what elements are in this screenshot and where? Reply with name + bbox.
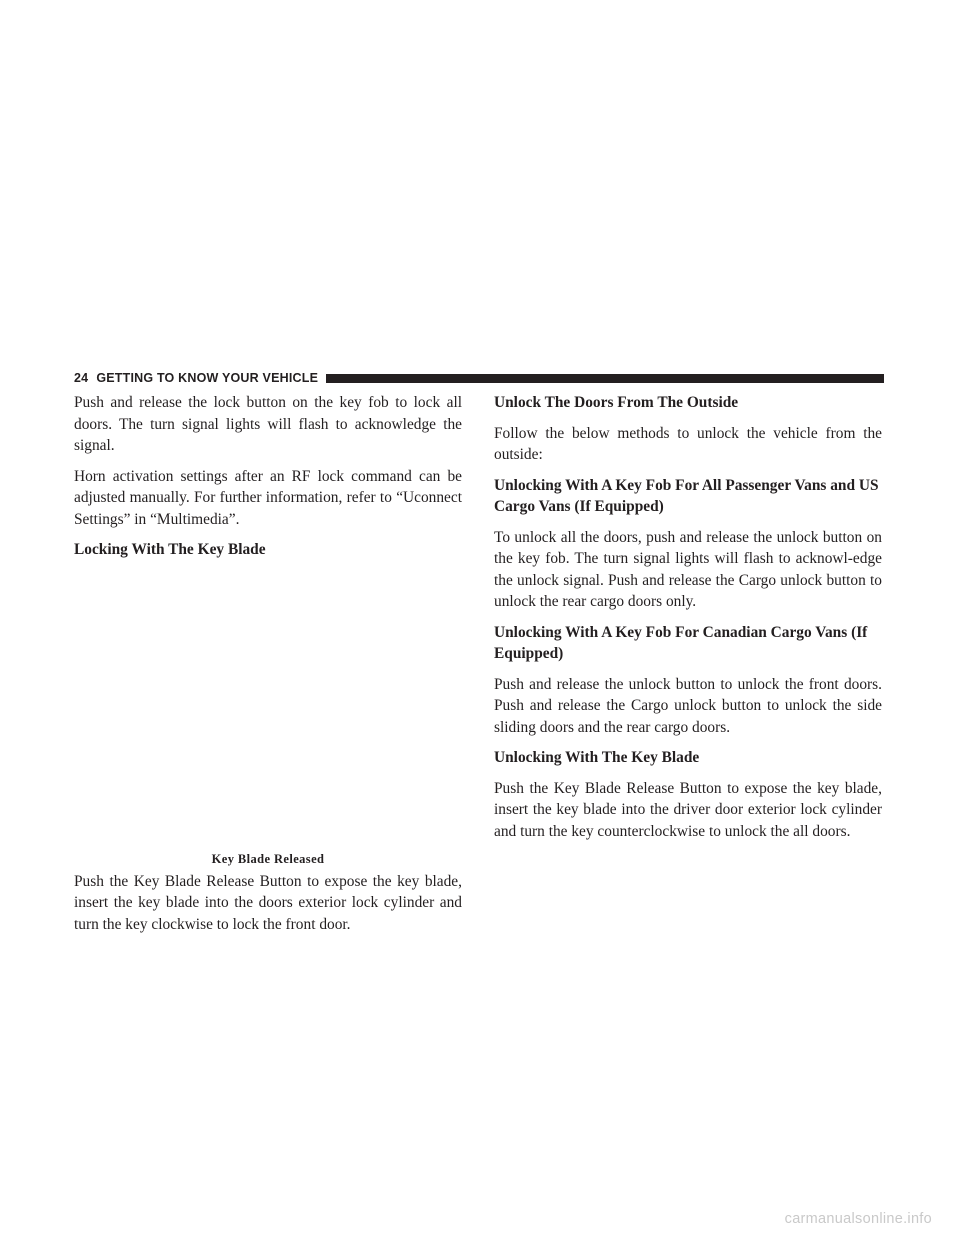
figure-key-blade	[74, 567, 462, 867]
paragraph-horn-settings: Horn activation settings after an RF lock command can be adjusted manually. For further information, refer to “Uconnect Settings” in “Multimedia”.	[74, 467, 462, 528]
page-header	[74, 370, 884, 386]
paragraph-unlock-key-blade: Push the Key Blade Release Button to expose the key blade, insert the key blade into the driver door exterior lock cylinder and turn the key counterclockwise to unlock the all doors.	[494, 779, 882, 840]
page-number: 24	[74, 371, 89, 385]
watermark: carmanualsonline.info	[784, 1211, 932, 1227]
paragraph-unlock-fob-passenger: To unlock all the doors, push and release the unlock button on the key fob. The turn signal lights will flash to acknowl-edge the unlock signal. Push and release the Cargo unlock button to unlock the rear cargo doors only.	[494, 528, 882, 610]
left-column	[74, 392, 462, 935]
heading-unlock-fob-canadian: Unlocking With A Key Fob For Canadian Cargo Vans (If Equipped)	[494, 623, 868, 662]
heading-unlock-outside: Unlock The Doors From The Outside	[494, 394, 739, 411]
right-column	[494, 392, 882, 842]
paragraph-unlock-fob-canadian: Push and release the unlock button to unlock the front doors. Push and release the Cargo unlock button to unlock the side sliding doors and the rear cargo doors.	[494, 675, 882, 736]
paragraph-lock-fob: Push and release the lock button on the key fob to lock all doors. The turn signal lights will flash to acknowledge the signal.	[74, 394, 462, 454]
figure-caption: Key Blade Released	[211, 851, 325, 866]
paragraph-lock-key-blade: Push the Key Blade Release Button to expose the key blade, insert the key blade into the doors exterior lock cylinder and turn the key clockwise to lock the front door.	[74, 872, 462, 933]
header-rule	[326, 374, 884, 383]
paragraph-unlock-methods: Follow the below methods to unlock the vehicle from the outside:	[494, 424, 882, 463]
heading-unlock-fob-passenger: Unlocking With A Key Fob For All Passenger Vans and US Cargo Vans (If Equipped)	[494, 476, 879, 515]
heading-unlock-key-blade: Unlocking With The Key Blade	[494, 749, 700, 766]
section-title: GETTING TO KNOW YOUR VEHICLE	[96, 371, 319, 385]
heading-locking-key-blade: Locking With The Key Blade	[74, 541, 266, 558]
